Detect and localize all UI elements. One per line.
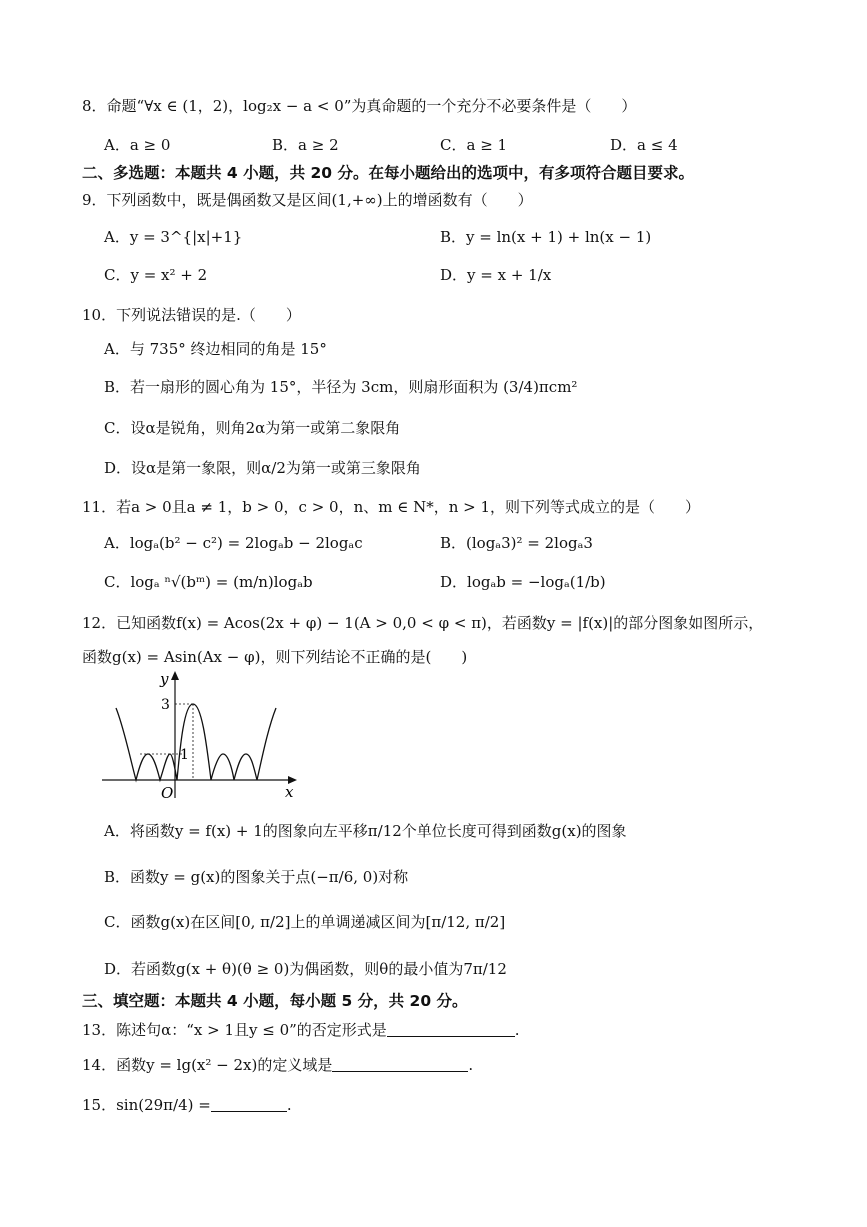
q14-answer-blank[interactable] xyxy=(332,1056,468,1072)
q14-line xyxy=(82,1054,473,1076)
section-fill-in-heading: 三、填空题：本题共 4 小题，每小题 5 分，共 20 分。 xyxy=(82,992,468,1010)
q11-option-d: D．logₐb = −logₐ(1/b) xyxy=(440,573,606,591)
q15-answer-blank[interactable] xyxy=(211,1096,287,1112)
q12-stem-line2: 函数g(x) = Asin(Ax − φ)，则下列结论不正确的是( ) xyxy=(82,648,468,666)
q10-option-d: D．设α是第一象限，则α/2为第一或第三象限角 xyxy=(104,459,421,477)
q11-option-b: B．(logₐ3)² = 2logₐ3 xyxy=(440,534,593,552)
graph-tick-1: 1 xyxy=(180,747,189,763)
q11-option-a: A．logₐ(b² − c²) = 2logₐb − 2logₐc xyxy=(104,534,363,552)
q9-option-a: A．y = 3^{|x|+1} xyxy=(104,228,243,246)
q12-stem-line1: 12．已知函数f(x) = Acos(2x + φ) − 1(A > 0,0 < φ < π)，若函数y = |f(x)|的部分图象如图所示， xyxy=(82,614,764,632)
q8-stem: 8．命题“∀x ∈ (1，2)，log₂x − a < 0”为真命题的一个充分不必要条件是（ ） xyxy=(82,97,637,115)
q11-stem: 11．若a > 0且a ≠ 1，b > 0，c > 0，n、m ∈ N*，n > 1，则下列等式成立的是（ ） xyxy=(82,498,701,516)
q11-option-c: C．logₐ ⁿ√(bᵐ) = (m/n)logₐb xyxy=(104,573,313,591)
q13-end: . xyxy=(514,1021,520,1039)
q12-option-c: C．函数g(x)在区间[0, π/2]上的单调递减区间为[π/12, π/2] xyxy=(104,913,506,931)
q8-option-a: A．a ≥ 0 xyxy=(104,136,171,154)
graph-tick-3: 3 xyxy=(161,697,170,713)
q15-end: . xyxy=(286,1096,292,1114)
q9-option-c: C．y = x² + 2 xyxy=(104,266,208,284)
q12-option-b: B．函数y = g(x)的图象关于点(−π/6, 0)对称 xyxy=(104,868,409,886)
q8-option-c: C．a ≥ 1 xyxy=(440,136,508,154)
section-multiple-choice-heading: 二、多选题：本题共 4 小题，共 20 分。在每小题给出的选项中，有多项符合题目要求。 xyxy=(82,164,694,182)
q10-option-b: B．若一扇形的圆心角为 15°，半径为 3cm，则扇形面积为 (3/4)πcm² xyxy=(104,378,578,396)
q10-option-a: A．与 735° 终边相同的角是 15° xyxy=(104,340,327,358)
q13-stem: 13．陈述句α：“x > 1且y ≤ 0”的否定形式是 xyxy=(82,1021,387,1039)
graph-y-arrow xyxy=(171,671,179,680)
q14-end: . xyxy=(468,1056,474,1074)
q12-option-a: A．将函数y = f(x) + 1的图象向左平移π/12个单位长度可得到函数g(x)的图象 xyxy=(104,822,627,840)
graph-x-label: x xyxy=(285,783,294,801)
q9-stem: 9．下列函数中，既是偶函数又是区间(1,+∞)上的增函数有（ ） xyxy=(82,191,533,209)
graph-curve xyxy=(116,704,276,780)
q9-option-b: B．y = ln(x + 1) + ln(x − 1) xyxy=(440,228,652,246)
graph-origin-label: O xyxy=(161,784,174,802)
q8-option-b: B．a ≥ 2 xyxy=(272,136,339,154)
q8-option-d: D．a ≤ 4 xyxy=(610,136,678,154)
q15-line xyxy=(82,1094,292,1116)
graph-y-label: y xyxy=(160,670,169,688)
q10-option-c: C．设α是锐角，则角2α为第一或第二象限角 xyxy=(104,419,401,437)
q10-stem: 10．下列说法错误的是.（ ） xyxy=(82,306,301,324)
q14-stem: 14．函数y = lg(x² − 2x)的定义域是 xyxy=(82,1056,333,1074)
q12-function-graph xyxy=(100,668,300,803)
q12-option-d: D．若函数g(x + θ)(θ ≥ 0)为偶函数，则θ的最小值为7π/12 xyxy=(104,960,507,978)
q13-answer-blank[interactable] xyxy=(387,1021,515,1037)
q15-stem: 15．sin(29π/4) = xyxy=(82,1096,211,1114)
q13-line xyxy=(82,1019,520,1041)
q9-option-d: D．y = x + 1/x xyxy=(440,266,552,284)
